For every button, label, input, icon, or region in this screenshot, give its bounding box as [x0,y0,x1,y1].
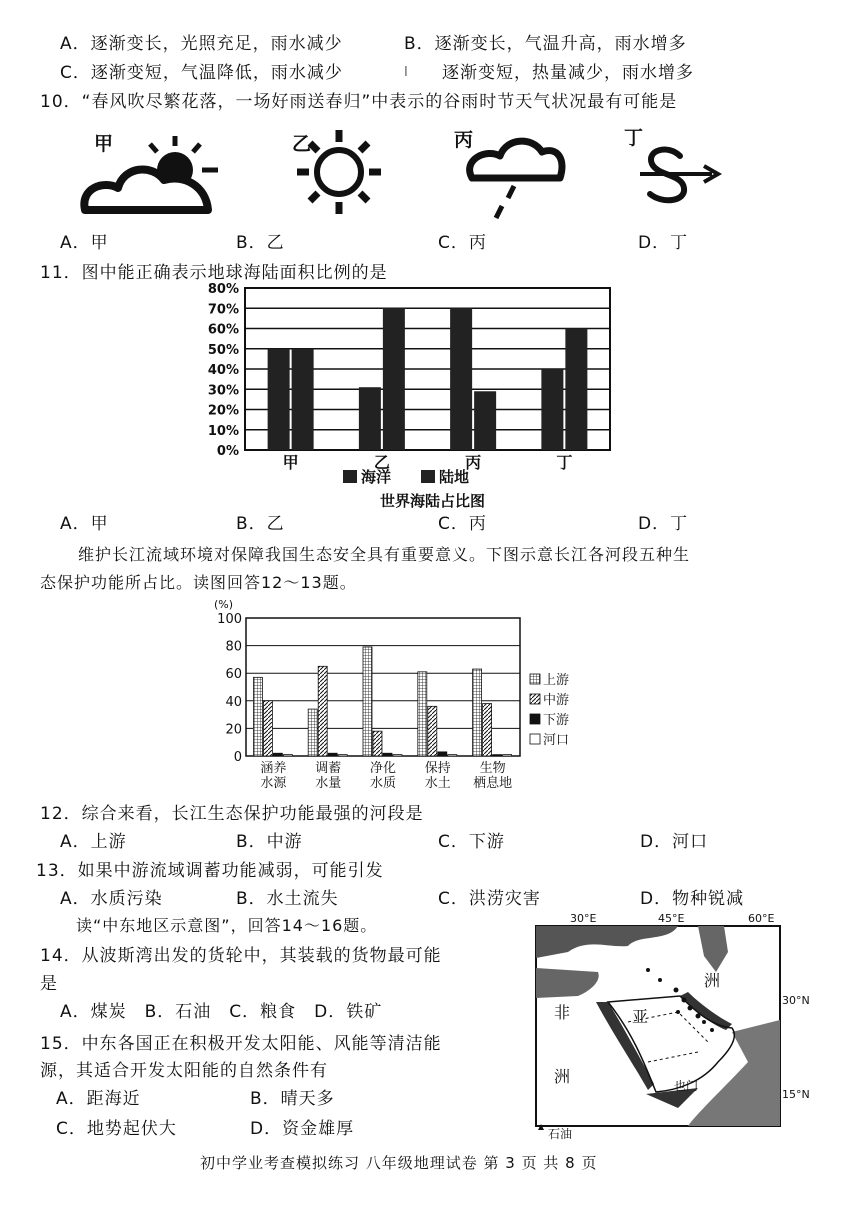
region-label-ya: 亚 [632,1007,649,1026]
x-tick-label: 水源 [260,776,287,791]
region-label-fei: 非 [554,1003,571,1022]
bar-下游 [273,753,282,756]
q11-option-c: C．丙 [438,514,487,534]
bar-河口 [503,755,512,756]
bar-河口 [448,755,457,756]
q10-option-a: A．甲 [60,233,109,253]
q11-option-a: A．甲 [60,514,109,534]
y-tick-label: 20% [207,403,239,419]
y-tick-label: 0 [233,750,242,765]
q12-option-b: B．中游 [236,832,303,852]
q9-option-d-mark: I [404,65,409,80]
bar-海洋 [541,369,563,450]
q12-stem: 12．综合来看，长江生态保护功能最强的河段是 [40,804,424,824]
bar-上游 [308,709,317,756]
bar-河口 [338,755,347,756]
x-tick-label: 乙 [373,453,390,472]
x-tick-label: 丁 [556,453,573,472]
legend-swatch [530,694,540,704]
q15-stem-line2: 源，其适合开发太阳能的自然条件有 [40,1061,328,1081]
region-label-zhou-asia: 洲 [704,971,721,990]
lon-label-45e: 45°E [658,912,685,925]
q13-stem: 13．如果中游流域调蓄功能减弱，可能引发 [36,861,384,881]
q9-option-a: A．逐渐变长，光照充足，雨水减少 [60,34,343,54]
map-legend-oil: 石油 [548,1127,573,1141]
bar-陆地 [565,329,587,451]
bar-海洋 [450,308,472,450]
legend-swatch [530,734,540,744]
y-tick-label: 40% [207,363,239,378]
q14-options: A．煤炭 B．石油 C．粮食 D．铁矿 [60,1002,383,1022]
q15-option-b: B．晴天多 [250,1089,335,1109]
x-tick-label: 涵养 [260,761,287,776]
y-tick-label: 60 [225,667,242,683]
chart-title: 世界海陆占比图 [379,492,486,510]
y-tick-label: 80 [225,639,242,655]
legend-label: 中游 [543,693,570,708]
x-tick-label: 栖息地 [473,776,513,791]
bar-下游 [493,755,502,756]
q11-stem: 11．图中能正确表示地球海陆面积比例的是 [40,263,388,283]
q9-option-c: C．逐渐变短，气温降低，雨水减少 [60,63,343,83]
y-tick-label: 40 [225,694,242,710]
q14-stem-line1: 14．从波斯湾出发的货轮中，其装载的货物最可能 [40,946,442,966]
icon-label-yi: 乙 [292,133,312,155]
land-sea-ratio-chart [195,282,655,522]
legend-label: 河口 [543,733,570,748]
legend-label: 上游 [543,673,570,688]
q9-option-b: B．逐渐变长，气温升高，雨水增多 [404,34,687,54]
y-axis-unit: (%) [214,598,234,611]
x-tick-label: 保持 [424,761,451,776]
region-label-zhou-africa: 洲 [554,1067,571,1086]
q15-option-a: A．距海近 [56,1089,141,1109]
q11-option-d: D．丁 [638,514,689,534]
bar-上游 [363,647,372,756]
q13-option-b: B．水土流失 [236,889,339,909]
bar-上游 [418,672,427,756]
x-tick-label: 水质 [369,776,397,791]
intro-12-13-line1: 维护长江流域环境对保障我国生态安全具有重要意义。下图示意长江各河段五种生 [78,545,691,564]
bar-陆地 [383,308,405,450]
bar-中游 [318,666,327,756]
x-tick-label: 水土 [424,776,451,791]
bar-下游 [328,753,337,756]
lat-label-30n: 30°N [782,994,810,1007]
y-tick-label: 70% [207,302,239,318]
lat-label-15n: 15°N [782,1088,810,1101]
rain-icon [470,141,562,218]
q10-option-d: D．丁 [638,233,689,253]
legend-swatch [530,674,540,684]
y-tick-label: 100 [217,612,242,627]
page-footer: 初中学业考查模拟练习 八年级地理试卷 第 3 页 共 8 页 [200,1154,598,1172]
region-label-yemen: 也门 [674,1079,699,1093]
legend-label: 陆地 [439,468,470,486]
y-tick-label: 0% [216,444,239,459]
lon-label-30e: 30°E [570,912,597,925]
bar-河口 [393,755,402,756]
bar-陆地 [474,391,496,450]
bar-上游 [473,669,482,756]
x-tick-label: 生物 [479,761,506,776]
q13-option-d: D．物种锐减 [640,889,745,909]
x-tick-label: 水量 [315,776,342,791]
x-tick-label: 调蓄 [315,761,342,776]
legend-swatch [530,714,540,724]
bar-上游 [253,677,262,756]
legend-swatch [421,470,435,483]
q12-option-d: D．河口 [640,832,709,852]
bar-中游 [373,731,382,756]
q14-stem-line2: 是 [40,974,58,994]
bar-下游 [383,753,392,756]
x-tick-label: 甲 [282,453,299,472]
q13-option-c: C．洪涝灾害 [438,889,541,909]
q11-option-b: B．乙 [236,514,285,534]
q10-stem: 10．“春风吹尽繁花落，一场好雨送春归”中表示的谷雨时节天气状况最有可能是 [40,92,678,112]
x-tick-label: 净化 [369,761,397,776]
weather-icons [0,122,860,242]
q13-option-a: A．水质污染 [60,889,163,909]
intro-12-13-line2: 态保护功能所占比。读图回答12～13题。 [40,573,357,592]
y-tick-label: 50% [207,342,239,358]
wind-icon [640,150,718,201]
y-tick-label: 10% [207,423,239,439]
q12-option-c: C．下游 [438,832,505,852]
q15-option-c: C．地势起伏大 [56,1119,177,1139]
icon-label-bing: 丙 [454,129,474,151]
middle-east-map [528,912,828,1142]
bar-中游 [263,701,272,756]
icon-label-jia: 甲 [94,133,114,155]
q9-option-d: 逐渐变短，热量减少，雨水增多 [442,63,694,83]
icon-label-ding: 丁 [624,127,644,149]
bar-中游 [483,704,492,756]
q15-stem-line1: 15．中东各国正在积极开发太阳能、风能等清洁能 [40,1034,442,1054]
bar-中游 [428,706,437,756]
y-tick-label: 30% [207,383,239,399]
intro-14-16: 读“中东地区示意图”，回答14～16题。 [76,916,378,935]
legend-label: 海洋 [361,468,392,486]
q12-option-a: A．上游 [60,832,127,852]
yangtze-function-chart [212,598,592,798]
legend-label: 下游 [543,713,570,728]
bar-海洋 [268,349,290,450]
bar-河口 [283,755,292,756]
x-tick-label: 丙 [465,453,482,472]
bar-下游 [438,752,447,756]
q15-option-d: D．资金雄厚 [250,1119,355,1139]
lon-label-60e: 60°E [748,912,775,925]
y-tick-label: 60% [207,322,239,338]
y-tick-label: 20 [225,722,242,738]
q10-option-b: B．乙 [236,233,285,253]
bar-陆地 [292,349,314,450]
bar-海洋 [359,387,381,450]
legend-swatch [343,470,357,483]
y-tick-label: 80% [207,282,239,297]
q10-option-c: C．丙 [438,233,487,253]
